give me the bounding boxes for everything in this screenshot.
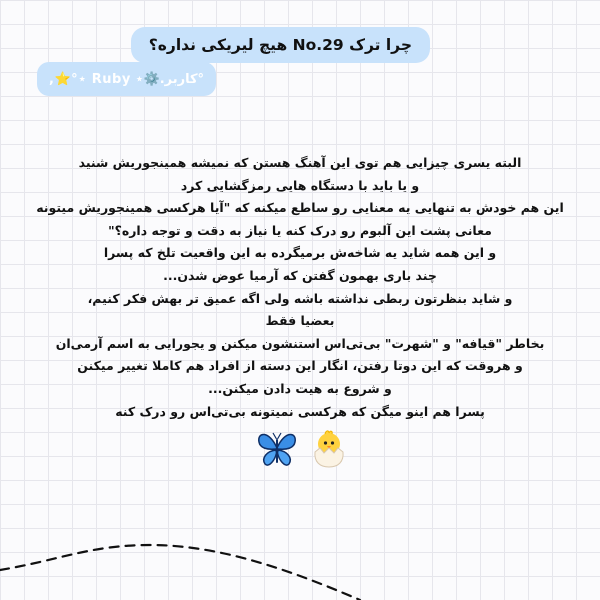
message-line: پسرا هم اینو میگن که هرکسی نمیتونه بی‌تی‌اس رو درک کنه bbox=[115, 403, 485, 419]
message-line: بعضیا فقط bbox=[265, 313, 335, 329]
message-line: و شاید بنظرتون ربطی نداشته باشه ولی اگه عمیق تر بهش فکر کنیم، bbox=[87, 290, 513, 306]
message-body bbox=[30, 152, 570, 423]
question-bubble bbox=[131, 27, 430, 63]
message-line: این هم خودش به تنهایی یه معنایی رو ساطع میکنه که "آیا هرکسی همینجوریش میتونه bbox=[36, 200, 564, 216]
message-line: و شروع به هیت دادن میکنن... bbox=[208, 380, 392, 396]
butterfly-icon bbox=[255, 426, 299, 470]
emoji-row bbox=[255, 426, 351, 470]
message-line: و هروقت که این دوتا رفتن، انگار این دسته از افراد هم کاملا تغییر میکنن bbox=[77, 358, 523, 374]
message-line: و این همه شاید یه شاخه‌ش برمیگرده به این واقعیت تلخ که پسرا bbox=[103, 245, 497, 261]
message-line: و یا باید با دستگاه هایی رمزگشایی کرد bbox=[180, 177, 420, 193]
message-line: البته یسری چیزایی هم توی این آهنگ هستن که نمیشه همینجوریش شنید bbox=[78, 155, 522, 170]
hatching-chick-icon bbox=[307, 426, 351, 470]
question-text: چرا ترک No.29 هیچ لیریکی نداره؟ bbox=[148, 36, 412, 54]
message-line: بخاطر "قیافه" و "شهرت" بی‌تی‌اس استنشون میکنن و یجورایی به اسم آرمی‌ان bbox=[55, 335, 545, 351]
message-line: معانی پشت این آلبوم رو درک کنه یا نیاز به دقت و توجه داره؟" bbox=[108, 222, 492, 238]
username-text: °کاربر.⚙️⋆ Ruby ⋆°⭐, bbox=[49, 71, 205, 87]
username-bubble bbox=[37, 62, 216, 96]
message-line: چند باری بهمون گفتن که آرمیا عوض شدن... bbox=[163, 267, 437, 283]
